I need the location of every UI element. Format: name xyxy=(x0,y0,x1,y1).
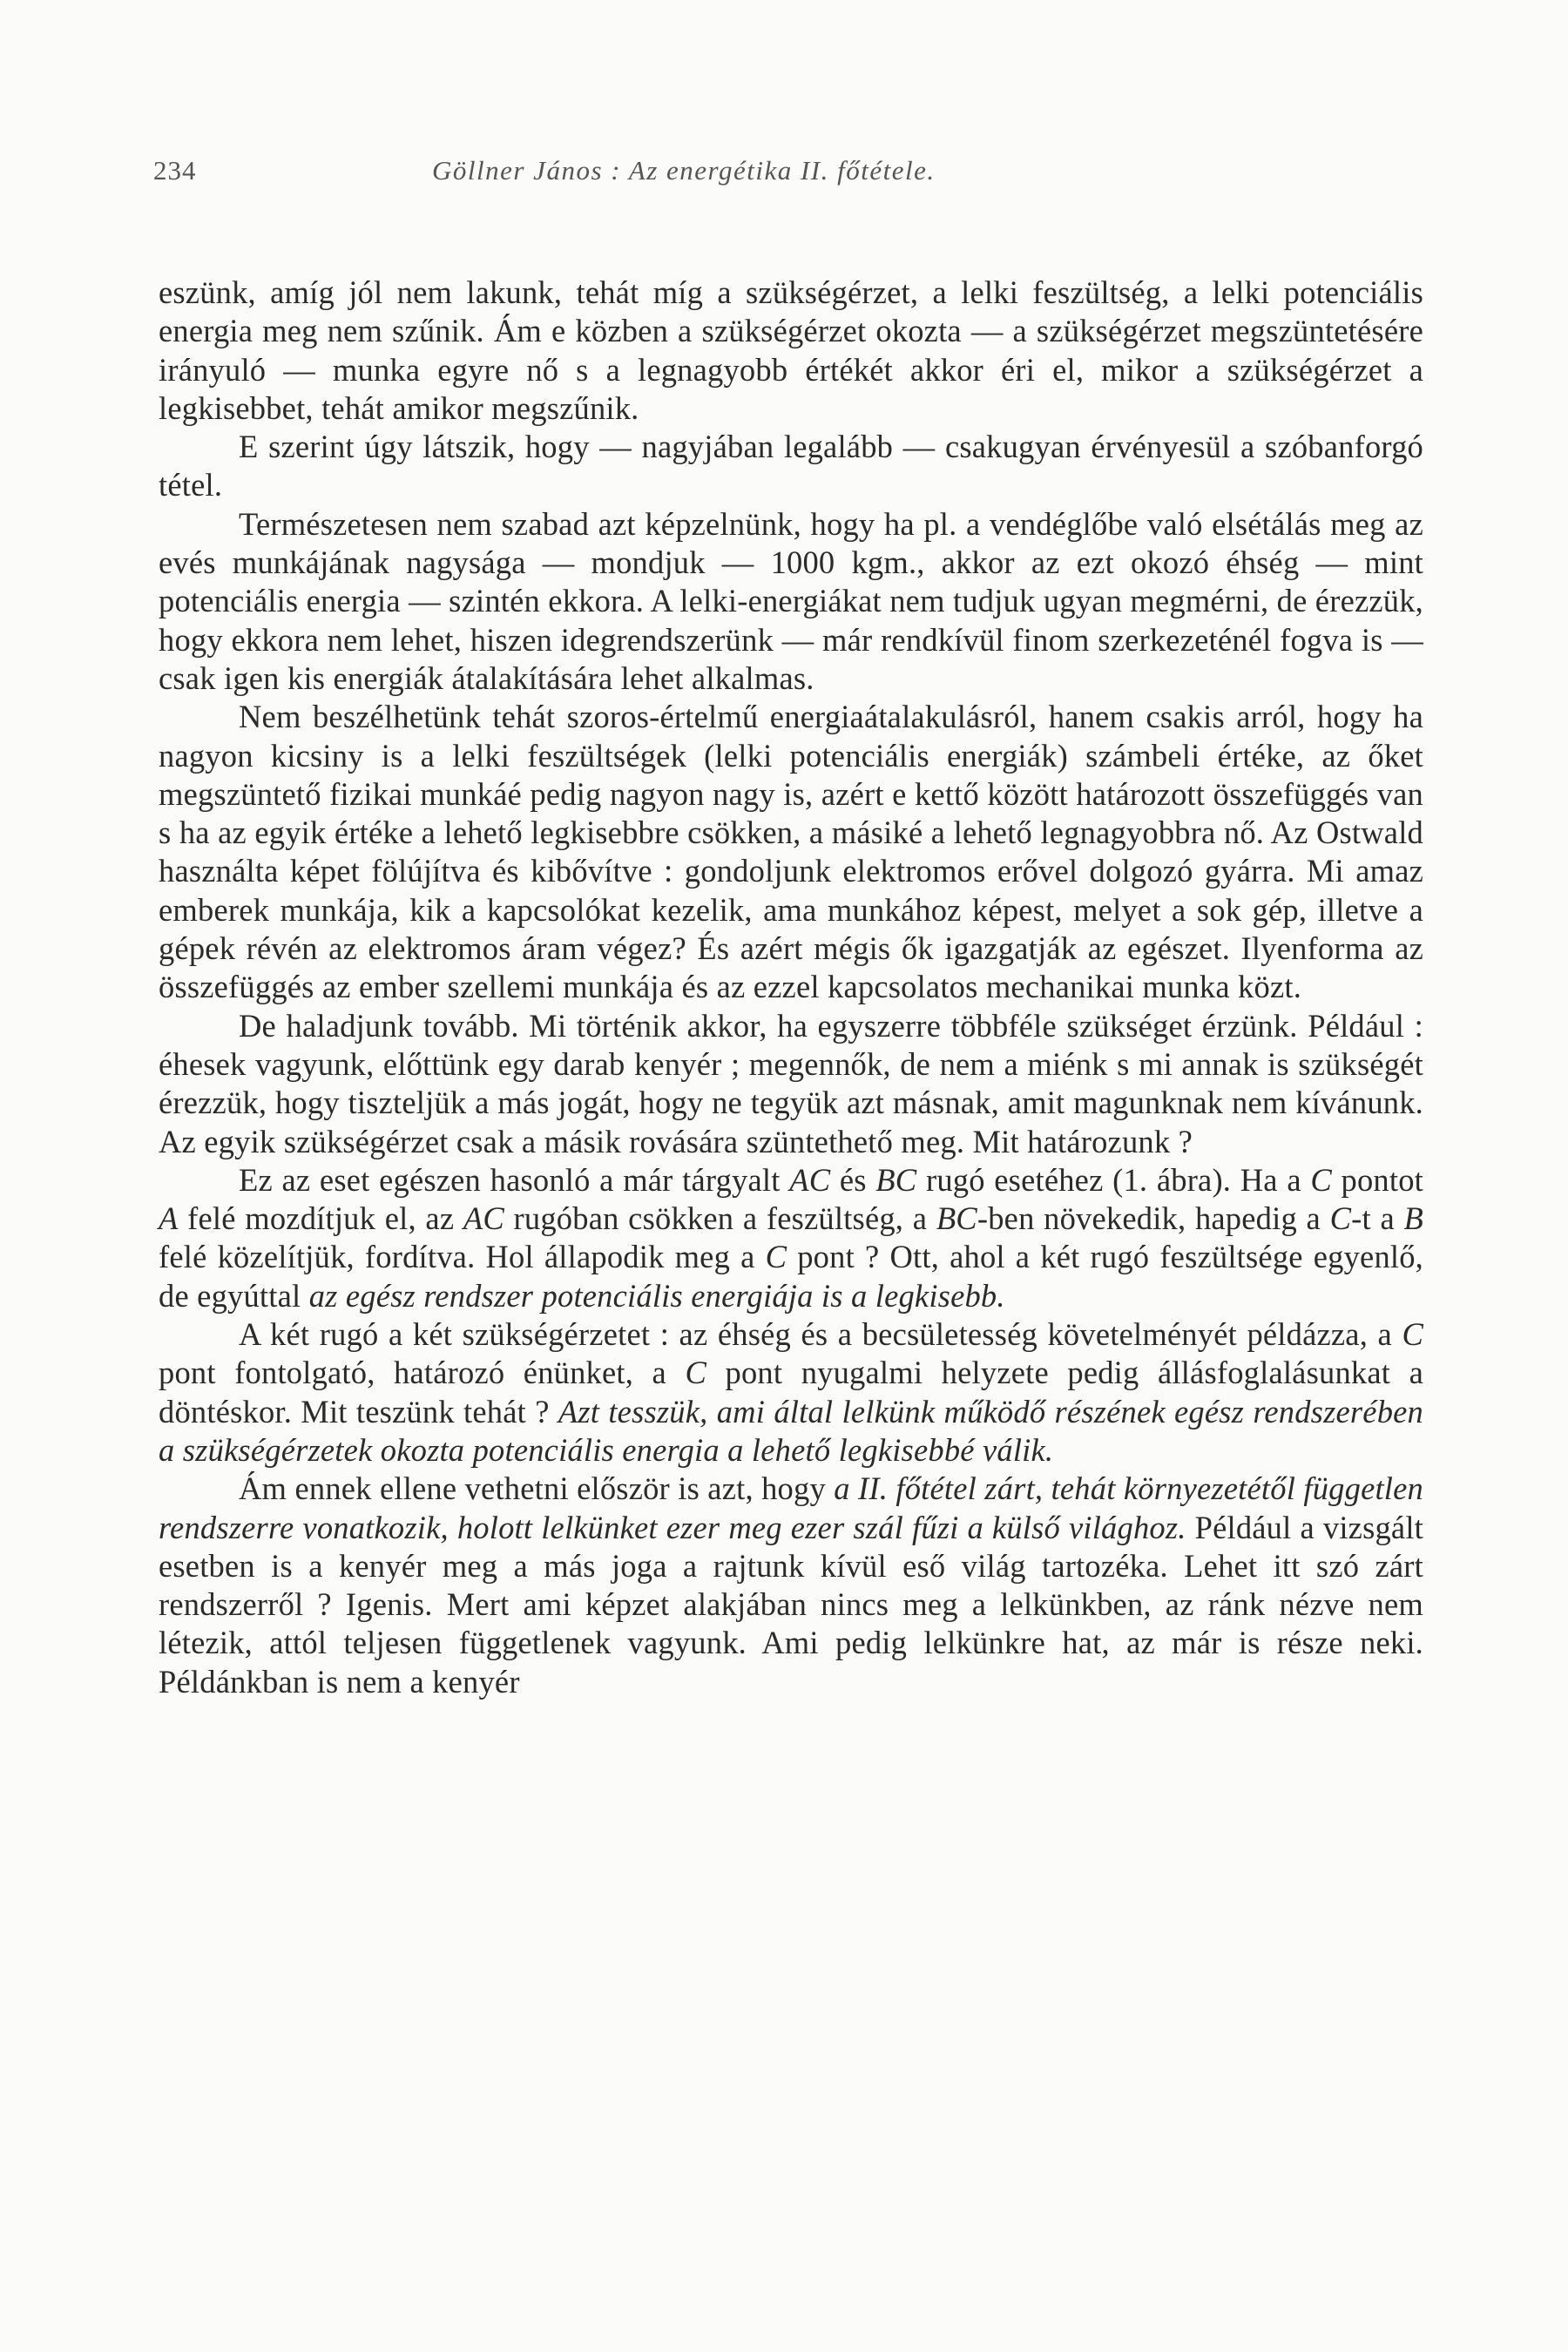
text-segment: -t a xyxy=(1351,1200,1404,1237)
italic-text-segment: Azt tesszük, ami által lelkünk működő részének egész rendszerében a szükségérzetek okozta potenciális energia a lehető legkisebbé válik. xyxy=(159,1393,1423,1468)
body-text xyxy=(159,274,1423,1701)
text-segment: pont ? Ott, ahol a két rugó feszültsége egyenlő, de egyúttal xyxy=(159,1239,1424,1314)
text-segment: és xyxy=(830,1161,876,1198)
paragraph xyxy=(159,1315,1423,1470)
italic-text-segment: az egész rendszer potenciális energiája is a legkisebb. xyxy=(308,1277,1005,1314)
text-segment: E szerint úgy látszik, hogy — nagyjában legalább — csakugyan érvényesül a szóbanforgó tétel. xyxy=(159,429,1423,504)
text-segment: Például a vizsgált esetben is a kenyér meg a más joga a rajtunk kívül eső világ tartozéka. Lehet itt szó zárt rendszerről ? Igenis. Mert ami képzet alakjában nincs meg a lelkünkben, az ránk nézve nem létezik, attól teljesen függetlenek vagyunk. Ami pedig lelkünkre hat, az már is része neki. Példánkban is nem a kenyér xyxy=(159,1509,1424,1700)
italic-text-segment: A xyxy=(159,1200,179,1237)
paragraph xyxy=(159,274,1423,428)
italic-text-segment: AC xyxy=(463,1200,504,1237)
italic-text-segment: AC xyxy=(789,1161,831,1198)
text-segment: pontot xyxy=(1331,1161,1423,1198)
italic-text-segment: C xyxy=(1310,1161,1332,1198)
paragraph xyxy=(159,428,1423,505)
italic-text-segment: a II. főtétel zárt, tehát környezetétől független rendszerre vonatkozik, holott lelkünket ezer meg ezer szál fűzi a külső világhoz. xyxy=(159,1470,1423,1545)
text-segment: A két rugó a két szükségérzetet : az éhség és a becsületesség követelményét példázza, a xyxy=(239,1316,1402,1353)
text-segment: Természetesen nem szabad azt képzelnünk, hogy ha pl. a vendéglőbe való elsétálás meg az evés munkájának nagysága — mondjuk — 1000 kgm., akkor az ezt okozó éhség — mint potenciális energia — szintén ekkora. A lelki-energiákat nem tudjuk ugyan megmérni, de érezzük, hogy ekkora nem lehet, hiszen idegrendszerünk — már rendkívül finom szerkezeténél fogva is — csak igen kis energiák átalakítására lehet alkalmas. xyxy=(159,505,1423,696)
italic-text-segment: C xyxy=(1402,1316,1423,1353)
text-segment: felé mozdítjuk el, az xyxy=(178,1200,463,1237)
paragraph xyxy=(159,698,1423,1006)
text-segment: Ám ennek ellene vethetni először is azt, hogy xyxy=(239,1470,835,1507)
running-title: Göllner János : Az energétika II. főtétele. xyxy=(432,155,936,186)
text-segment: eszünk, amíg jól nem lakunk, tehát míg a szükségérzet, a lelki feszültség, a lelki potenciális energia meg nem szűnik. Ám e közben a szükségérzet okozta — a szükségérzet megszüntetésére irányuló — munka egyre nő s a legnagyobb értékét akkor éri el, mikor a szükségérzet a legkisebbet, tehát amikor megszűnik. xyxy=(159,274,1423,426)
text-segment: -ben növekedik, hapedig a xyxy=(977,1200,1330,1237)
text-segment: felé közelítjük, fordítva. Hol állapodik meg a xyxy=(159,1239,766,1275)
text-segment: De haladjunk tovább. Mi történik akkor, ha egyszerre többféle szükséget érzünk. Például : éhesek vagyunk, előttünk egy darab kenyér ; megennők, de nem a miénk s mi annak is szükségét érezzük, hogy tiszteljük a más jogát, hogy ne tegyük azt másnak, amit magunknak nem kívánunk. Az egyik szükségérzet csak a másik rovására szüntethető meg. Mit határozunk ? xyxy=(159,1007,1423,1159)
italic-text-segment: BC xyxy=(936,1200,977,1237)
text-segment: rugó esetéhez (1. ábra). Ha a xyxy=(916,1161,1311,1198)
page-number: 234 xyxy=(153,155,197,186)
paragraph xyxy=(159,505,1423,698)
paragraph xyxy=(159,1470,1423,1701)
italic-text-segment: B xyxy=(1403,1200,1423,1237)
paragraph xyxy=(159,1161,1423,1315)
text-segment: pont nyugalmi helyzete pedig állásfoglalásunkat a döntéskor. Mit teszünk tehát ? xyxy=(159,1355,1423,1429)
text-segment: Ez az eset egészen hasonló a már tárgyalt xyxy=(239,1161,790,1198)
italic-text-segment: BC xyxy=(875,1161,917,1198)
page-header xyxy=(153,155,1425,193)
text-segment: rugóban csökken a feszültség, a xyxy=(504,1200,936,1237)
text-segment: Nem beszélhetünk tehát szoros-értelmű energiaátalakulásról, hanem csakis arról, hogy ha nagyon kicsiny is a lelki feszültségek (lelki potenciális energiák) számbeli értéke, az őket megszüntető fizikai munkáé pedig nagyon nagy is, azért e kettő között határozott összefüggés van s ha az egyik értéke a lehető legkisebbre csökken, a másiké a lehető legnagyobbra nő. Az Ostwald használta képet fölújítva és kibővítve : gondoljunk elektromos erővel dolgozó gyárra. Mi amaz emberek munkája, kik a kapcsolókat kezelik, ama munkához képest, melyet a sok gép, illetve a gépek révén az elektromos áram végez? És azért mégis ők igazgatják az egészet. Ilyenforma az összefüggés az ember szellemi munkája és az ezzel kapcsolatos mechanikai munka közt. xyxy=(159,699,1423,1005)
italic-text-segment: C xyxy=(685,1355,707,1391)
paragraph xyxy=(159,1007,1423,1161)
italic-text-segment: C xyxy=(1329,1200,1352,1237)
text-segment: pont fontolgató, határozó énünket, a xyxy=(159,1355,686,1391)
italic-text-segment: C xyxy=(765,1239,787,1275)
